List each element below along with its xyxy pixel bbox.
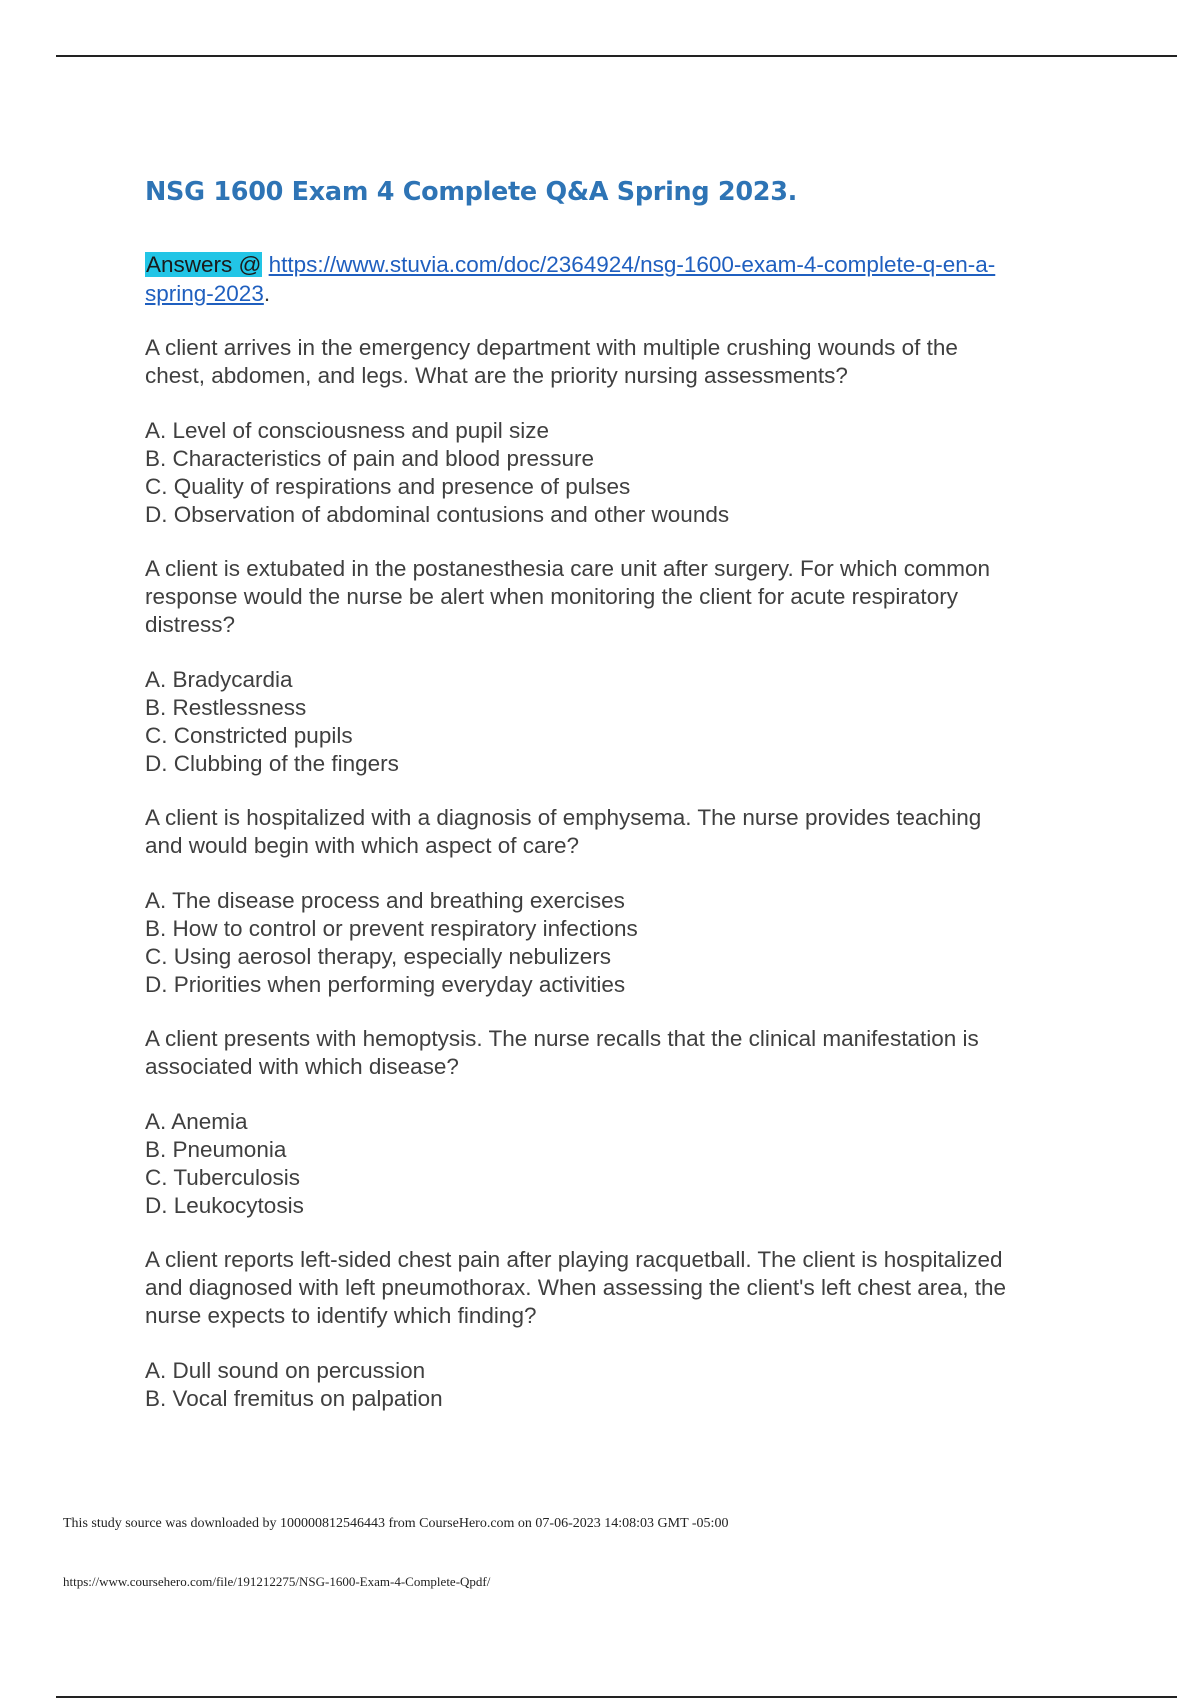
- question-3: A client is hospitalized with a diagnosis of emphysema. The nurse provides teaching and would begin with which aspect of care?: [145, 805, 982, 858]
- question-4-options: [145, 1108, 1085, 1220]
- question-5: A client reports left-sided chest pain after playing racquetball. The client is hospitalized and diagnosed with left pneumothorax. When assessing the client's left chest area, the nurse expects to identify which finding?: [145, 1247, 1007, 1328]
- top-rule: [56, 55, 1177, 57]
- option: B. Pneumonia: [145, 1137, 287, 1162]
- option: C. Using aerosol therapy, especially nebulizers: [145, 944, 612, 969]
- option: A. Level of consciousness and pupil size: [145, 418, 549, 443]
- option: A. Anemia: [145, 1109, 248, 1134]
- download-notice: This study source was downloaded by 100000812546443 from CourseHero.com on 07-06-2023 14:08:03 GMT -05:00: [63, 1516, 729, 1531]
- option: C. Constricted pupils: [145, 723, 353, 748]
- option: A. The disease process and breathing exercises: [145, 888, 625, 913]
- option: B. Characteristics of pain and blood pressure: [145, 446, 594, 471]
- answers-label: Answers @: [146, 252, 262, 277]
- answers-link[interactable]: https://www.stuvia.com/doc/2364924/nsg-1600-exam-4-complete-q-en-a- spring-2023: [145, 252, 996, 306]
- answers-line: Answers @ https://www.stuvia.com/doc/2364924/nsg-1600-exam-4-complete-q-en-a- spring-2023.: [145, 252, 996, 306]
- question-1: A client arrives in the emergency department with multiple crushing wounds of the chest, abdomen, and legs. What are the priority nursing assessments?: [145, 335, 958, 388]
- source-url[interactable]: https://www.coursehero.com/file/191212275/NSG-1600-Exam-4-Complete-Qpdf/: [63, 1574, 491, 1589]
- option: D. Clubbing of the fingers: [145, 751, 399, 776]
- bottom-rule: [56, 1696, 1177, 1698]
- question-3-options: [145, 887, 1085, 999]
- option: C. Quality of respirations and presence of pulses: [145, 474, 631, 499]
- question-1-options: [145, 417, 1085, 529]
- option: D. Priorities when performing everyday activities: [145, 972, 626, 997]
- option: D. Observation of abdominal contusions and other wounds: [145, 502, 730, 527]
- option: B. Restlessness: [145, 695, 307, 720]
- option: A. Bradycardia: [145, 667, 293, 692]
- option: B. Vocal fremitus on palpation: [145, 1386, 443, 1411]
- option: A. Dull sound on percussion: [145, 1358, 426, 1383]
- question-5-options: [145, 1357, 1085, 1413]
- option: B. How to control or prevent respiratory infections: [145, 916, 638, 941]
- option: D. Leukocytosis: [145, 1193, 304, 1218]
- question-4: A client presents with hemoptysis. The nurse recalls that the clinical manifestation is associated with which disease?: [145, 1026, 979, 1079]
- option: C. Tuberculosis: [145, 1165, 301, 1190]
- question-2: A client is extubated in the postanesthesia care unit after surgery. For which common response would the nurse be alert when monitoring the client for acute respiratory distress?: [145, 556, 991, 637]
- document-body: [145, 170, 1085, 1413]
- document-title: NSG 1600 Exam 4 Complete Q&A Spring 2023.: [145, 177, 798, 207]
- question-2-options: [145, 666, 1085, 778]
